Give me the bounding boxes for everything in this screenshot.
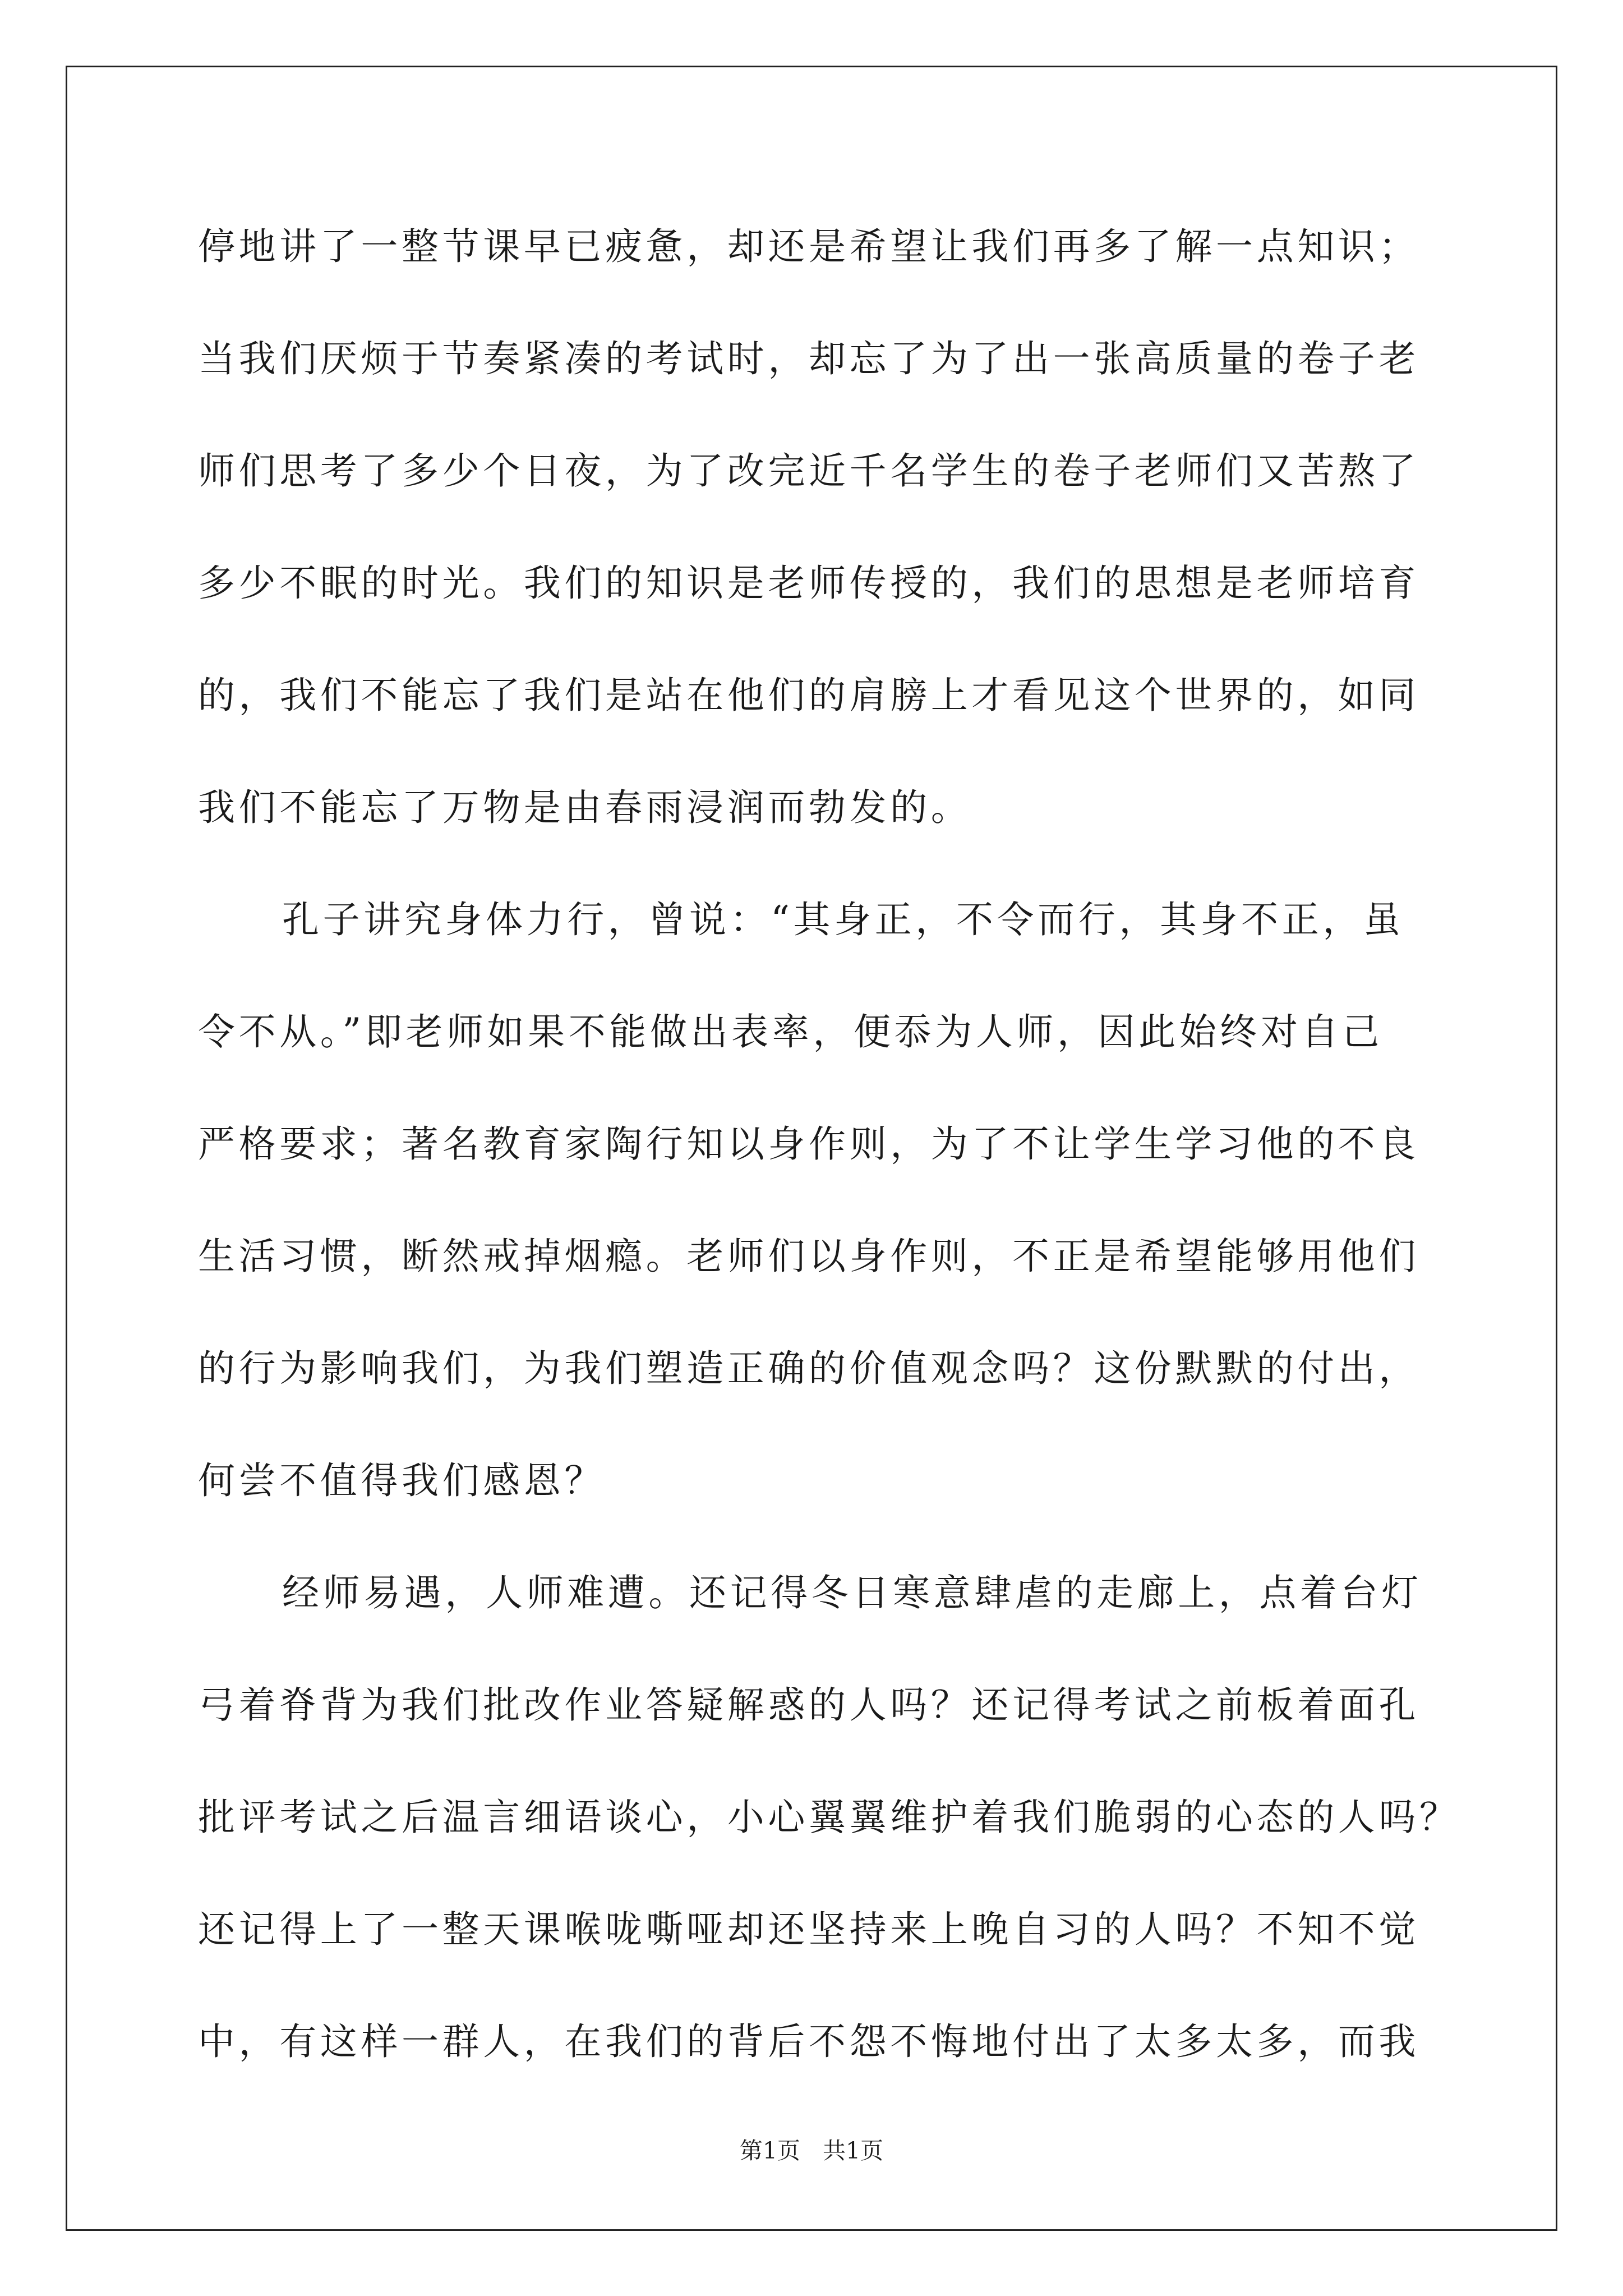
text-line: 的，我们不能忘了我们是站在他们的肩膀上才看见这个世界的，如同 bbox=[198, 674, 1419, 717]
text-line: 生活习惯，断然戒掉烟瘾。老师们以身作则，不正是希望能够用他们 bbox=[198, 1235, 1419, 1278]
page-number-current: 第1页 bbox=[739, 2137, 800, 2164]
text-line: 严格要求；著名教育家陶行知以身作则，为了不让学生学习他的不良 bbox=[198, 1122, 1419, 1166]
page-footer bbox=[0, 2134, 1623, 2168]
text-line: 批评考试之后温言细语谈心，小心翼翼维护着我们脆弱的心态的人吗？ bbox=[198, 1796, 1460, 1839]
text-line: 还记得上了一整天课喉咙嘶哑却还坚持来上晚自习的人吗？不知不觉 bbox=[198, 1908, 1419, 1951]
text-line: 停地讲了一整节课早已疲惫，却还是希望让我们再多了解一点知识； bbox=[198, 225, 1419, 268]
text-line: 的行为影响我们，为我们塑造正确的价值观念吗？这份默默的付出， bbox=[198, 1347, 1419, 1390]
paragraph-start-line: 经师易遇，人师难遭。还记得冬日寒意肆虐的走廊上，点着台灯 bbox=[282, 1571, 1422, 1614]
text-line: 当我们厌烦于节奏紧凑的考试时，却忘了为了出一张高质量的卷子老 bbox=[198, 337, 1419, 380]
text-line: 多少不眠的时光。我们的知识是老师传授的，我们的思想是老师培育 bbox=[198, 562, 1419, 605]
paragraph-start-line: 孔子讲究身体力行，曾说：“其身正，不令而行，其身不正，虽 bbox=[282, 898, 1404, 941]
page-number-total: 共1页 bbox=[823, 2137, 884, 2164]
text-line: 师们思考了多少个日夜，为了改完近千名学生的卷子老师们又苦熬了 bbox=[198, 449, 1419, 493]
text-line: 我们不能忘了万物是由春雨浸润而勃发的。 bbox=[198, 786, 972, 829]
document-body bbox=[198, 191, 1460, 2098]
text-line: 弓着脊背为我们批改作业答疑解惑的人吗？还记得考试之前板着面孔 bbox=[198, 1683, 1419, 1727]
text-line: 中，有这样一群人，在我们的背后不怨不悔地付出了太多太多，而我 bbox=[198, 2020, 1419, 2063]
text-line: 令不从。”即老师如果不能做出表率，便忝为人师，因此始终对自己 bbox=[198, 1010, 1383, 1053]
text-line: 何尝不值得我们感恩？ bbox=[198, 1459, 605, 1502]
